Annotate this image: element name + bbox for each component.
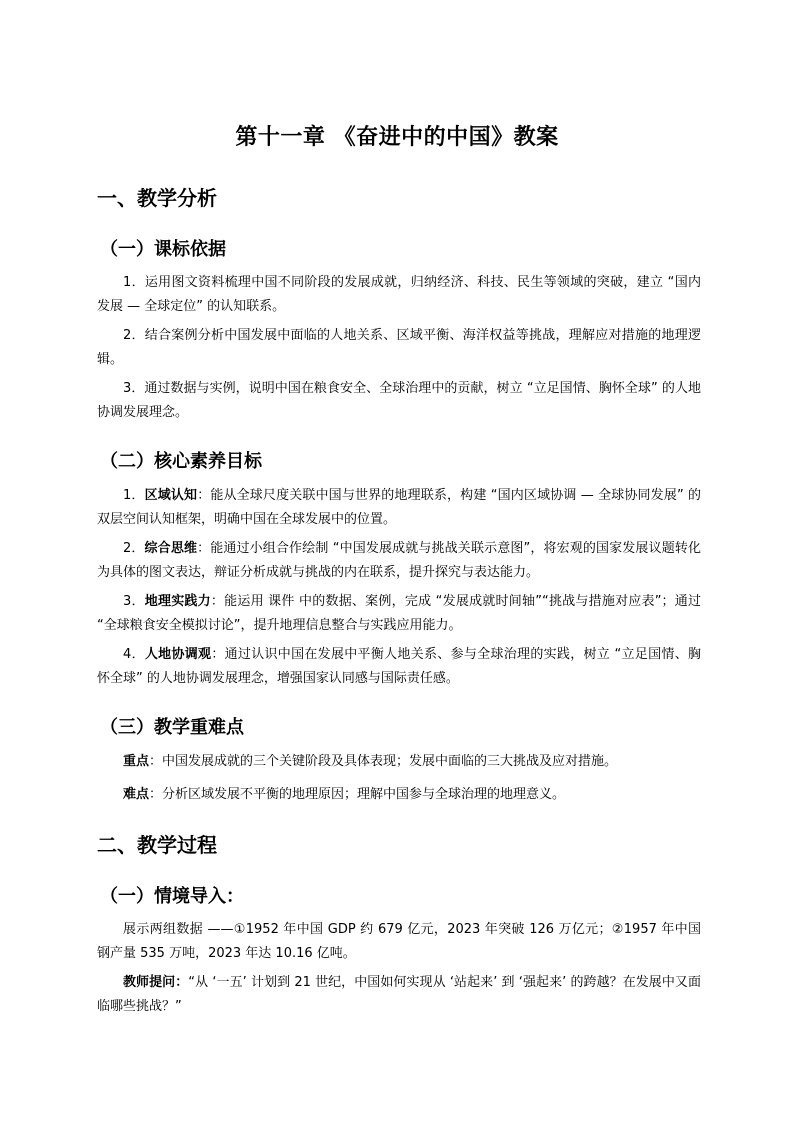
literacy-item-4 xyxy=(97,643,701,691)
teacher-question-label: 教师提问： xyxy=(123,975,189,990)
literacy-item-label: 区域认知 xyxy=(144,488,198,503)
literacy-item-text: ：能运用 课件 中的数据、案例，完成 “发展成就时间轴”“挑战与措施对应表”；通过 “全球粮食安全模拟讨论”，提升地理信息整合与实践应用能力。 xyxy=(97,594,701,633)
teacher-question xyxy=(97,971,701,1019)
teacher-question-text: “从 ‘一五’ 计划到 21 世纪，中国如何实现从 ‘站起来’ 到 ‘强起来’ 的跨越？在发展中又面临哪些挑战？” xyxy=(97,975,701,1014)
curriculum-item-2: 2．结合案例分析中国发展中面临的人地关系、区域平衡、海洋权益等挑战，理解应对措施的地理逻辑。 xyxy=(97,328,701,367)
subheading-intro: （一）情境导入： xyxy=(100,886,244,907)
literacy-item-2 xyxy=(97,537,701,585)
subheading-curriculum: （一）课标依据 xyxy=(100,239,226,260)
literacy-item-1 xyxy=(97,484,701,532)
section-heading-analysis: 一、教学分析 xyxy=(97,186,217,210)
curriculum-item-3: 3．通过数据与实例，说明中国在粮食安全、全球治理中的贡献，树立 “立足国情、胸怀全球” 的人地协调发展理念。 xyxy=(97,381,701,420)
literacy-item-num: 3． xyxy=(123,594,145,609)
difficult-points-label: 难点 xyxy=(123,787,150,802)
key-points xyxy=(97,750,701,774)
literacy-item-text: ：能从全球尺度关联中国与世界的地理联系，构建 “国内区域协调 — 全球协同发展” 的双层空间认知框架，明确中国在全球发展中的位置。 xyxy=(97,488,701,527)
literacy-item-num: 1． xyxy=(123,488,145,503)
difficult-points xyxy=(97,783,701,807)
key-points-text: ：中国发展成就的三个关键阶段及具体表现；发展中面临的三大挑战及应对措施。 xyxy=(149,754,618,769)
literacy-item-label: 人地协调观 xyxy=(144,647,212,662)
literacy-item-label: 综合思维 xyxy=(144,541,198,556)
literacy-item-3 xyxy=(97,590,701,638)
literacy-item-label: 地理实践力 xyxy=(144,594,211,609)
subheading-core-literacy: （二）核心素养目标 xyxy=(100,451,262,472)
literacy-item-num: 2． xyxy=(123,541,145,556)
literacy-item-text: ：能通过小组合作绘制 “中国发展成就与挑战关联示意图”，将宏观的国家发展议题转化为具体的图文表达，辩证分析成就与挑战的内在联系，提升探究与表达能力。 xyxy=(97,541,701,580)
page-title: 第十一章 《奋进中的中国》教案 xyxy=(235,125,559,150)
literacy-item-text: ：通过认识中国在发展中平衡人地关系、参与全球治理的实践，树立 “立足国情、胸怀全球” 的人地协调发展理念，增强国家认同感与国际责任感。 xyxy=(97,647,701,686)
difficult-points-text: ：分析区域发展不平衡的地理原因；理解中国参与全球治理的地理意义。 xyxy=(149,787,566,802)
curriculum-item-1: 1．运用图文资料梳理中国不同阶段的发展成就，归纳经济、科技、民生等领域的突破，建立 “国内发展 — 全球定位” 的认知联系。 xyxy=(97,275,701,314)
key-points-label: 重点 xyxy=(123,754,150,769)
section-heading-process: 二、教学过程 xyxy=(97,833,217,857)
intro-data-paragraph: 展示两组数据 ——①1952 年中国 GDP 约 679 亿元，2023 年突破 126 万亿元；②1957 年中国钢产量 535 万吨，2023 年达 10.16 亿吨。 xyxy=(97,922,701,961)
literacy-item-num: 4． xyxy=(123,647,145,662)
subheading-key-difficult: （三）教学重难点 xyxy=(100,717,244,738)
